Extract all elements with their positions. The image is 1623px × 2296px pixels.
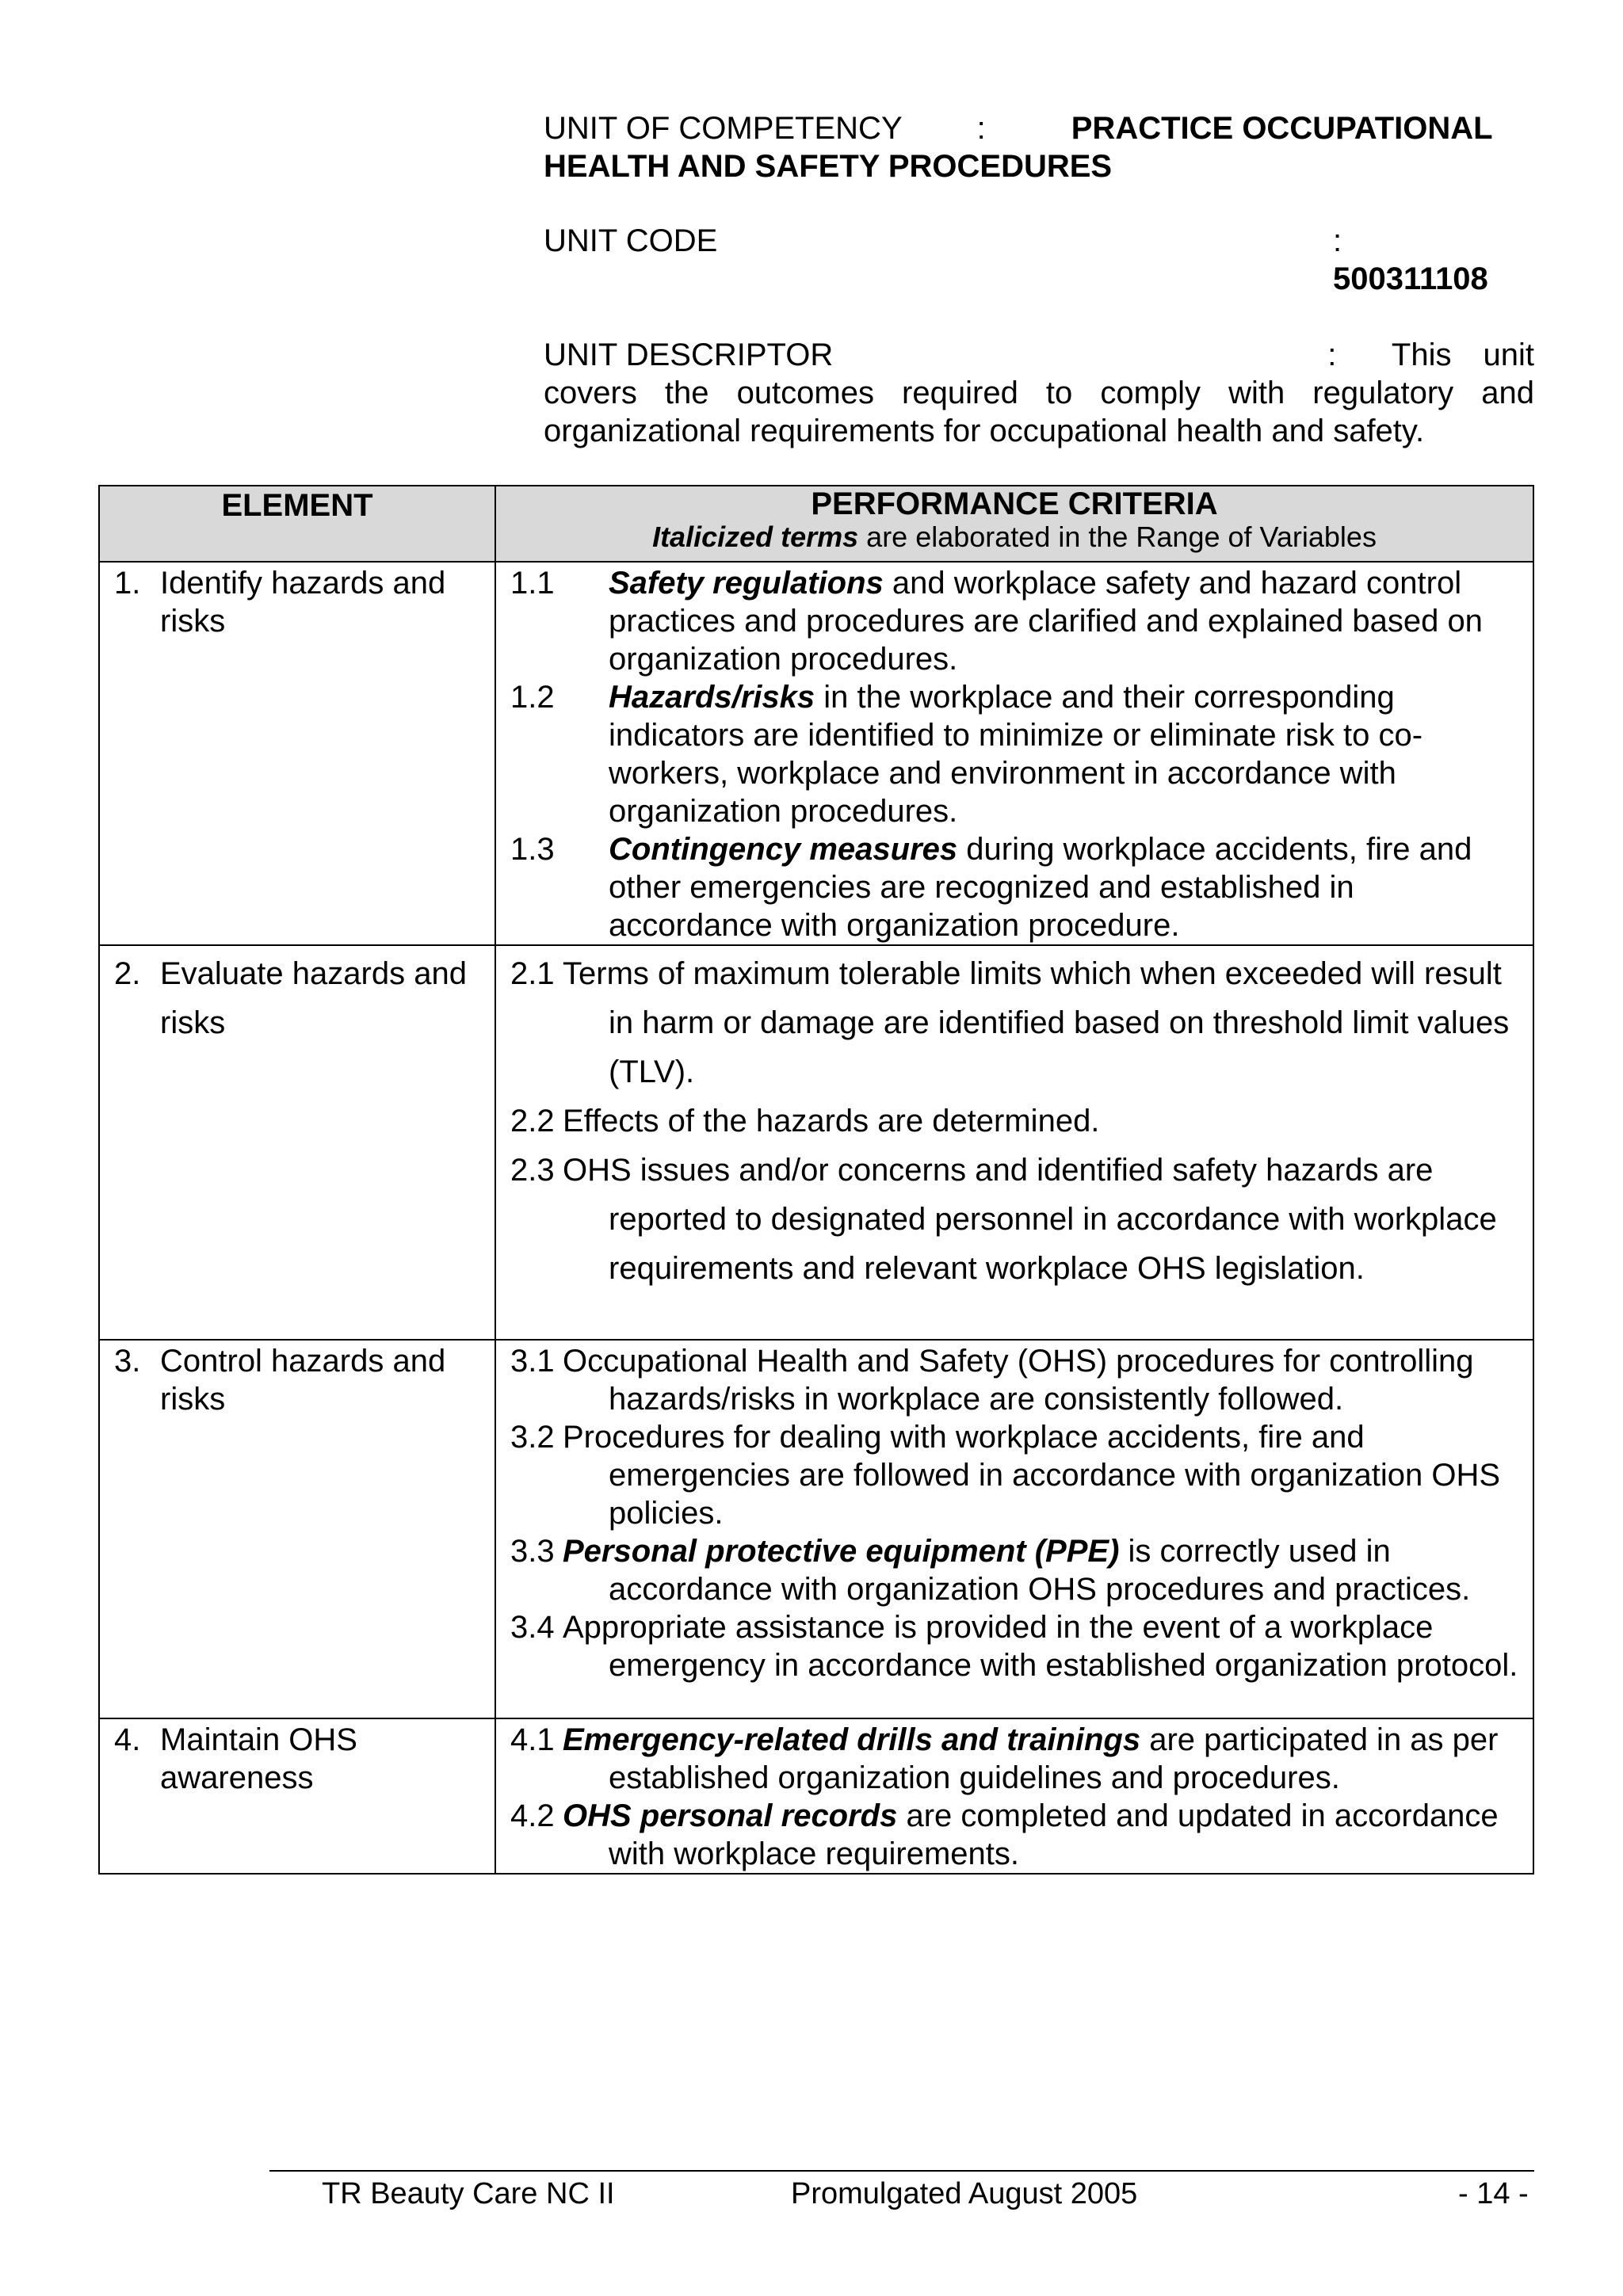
uoc-label: UNIT OF COMPETENCY <box>544 111 903 146</box>
element-name: Control hazards and risks <box>160 1344 446 1417</box>
table-row <box>99 1718 1533 1874</box>
header-criteria-title: PERFORMANCE CRITERIA <box>811 486 1218 521</box>
unit-code-value: 500311108 <box>1333 261 1488 296</box>
element-number: 3. <box>114 1344 141 1379</box>
table-row <box>99 562 1533 945</box>
criterion-item: 3.1 Occupational Health and Safety (OHS) procedures for controlling hazards/risks in workplace are consistently followed. <box>510 1344 1474 1417</box>
competency-table <box>98 485 1534 1875</box>
criterion-item: 2.2 Effects of the hazards are determined. <box>510 1104 1100 1138</box>
element-number: 2. <box>114 956 141 991</box>
uoc-colon: : <box>976 111 986 146</box>
unit-descriptor-text: covers the outcomes required to comply with regulatory and organizational requirements for occupational health and safety. <box>544 376 1534 448</box>
unit-code <box>544 222 1534 301</box>
unit-code-label: UNIT CODE <box>544 223 718 258</box>
uoc-title-line1: PRACTICE OCCUPATIONAL <box>1071 111 1493 146</box>
header-element: ELEMENT <box>99 486 495 562</box>
table-row <box>99 945 1533 1340</box>
criterion-item: 2.3 OHS issues and/or concerns and identified safety hazards are reported to designated personnel in accordance with workplace requirements and relevant workplace OHS legislation. <box>510 1153 1497 1286</box>
criterion-item: 4.1 Emergency-related drills and trainings are participated in as per established organization guidelines and procedures. <box>510 1722 1499 1795</box>
unit-code-colon: : <box>1333 223 1342 258</box>
criterion-item: 1.3 Contingency measures during workplace accidents, fire and other emergencies are recognized and established in accordance with organization procedure. <box>510 832 1472 943</box>
unit-descriptor-label: UNIT DESCRIPTOR <box>544 338 834 372</box>
criterion-item: 1.2 Hazards/risks in the workplace and their corresponding indicators are identified to minimize or eliminate risk to co-workers, workplace and environment in accordance with organization procedures. <box>510 680 1423 829</box>
unit-of-competency <box>544 109 1534 185</box>
unit-descriptor-word2: unit <box>1483 338 1534 372</box>
uoc-title-line2: HEALTH AND SAFETY PROCEDURES <box>544 149 1113 184</box>
footer-promulgated: Promulgated August 2005 <box>791 2177 1138 2210</box>
unit-descriptor-word1: This <box>1391 338 1452 372</box>
element-name: Evaluate hazards and risks <box>160 956 467 1040</box>
footer-rule <box>269 2170 1534 2172</box>
element-number: 4. <box>114 1722 141 1757</box>
header-note: Italicized terms are elaborated in the Range of Variables <box>652 521 1377 553</box>
footer-page-number: - 14 - <box>1458 2177 1529 2210</box>
element-name: Maintain OHS awareness <box>160 1722 357 1795</box>
criterion-item: 2.1 Terms of maximum tolerable limits which when exceeded will result in harm or damage are identified based on threshold limit values (TLV). <box>510 956 1510 1089</box>
table-row <box>99 1340 1533 1718</box>
header-criteria <box>495 486 1533 562</box>
element-number: 1. <box>114 566 141 601</box>
criterion-item: 3.4 Appropriate assistance is provided in the event of a workplace emergency in accordance with established organization protocol. <box>510 1610 1518 1683</box>
element-name: Identify hazards and risks <box>160 566 446 639</box>
criterion-item: 3.2 Procedures for dealing with workplace accidents, fire and emergencies are followed in accordance with organization OHS policies. <box>510 1420 1501 1531</box>
criterion-item: 3.3 Personal protective equipment (PPE) is correctly used in accordance with organization OHS procedures and practices. <box>510 1534 1471 1607</box>
criterion-item: 4.2 OHS personal records are completed and updated in accordance with workplace requirements. <box>510 1798 1499 1871</box>
criterion-item: 1.1 Safety regulations and workplace safety and hazard control practices and procedures are clarified and explained based on organization procedures. <box>510 566 1483 677</box>
unit-descriptor-colon: : <box>1327 338 1337 372</box>
footer-qualification: TR Beauty Care NC II <box>322 2177 615 2210</box>
unit-descriptor <box>544 336 1534 450</box>
